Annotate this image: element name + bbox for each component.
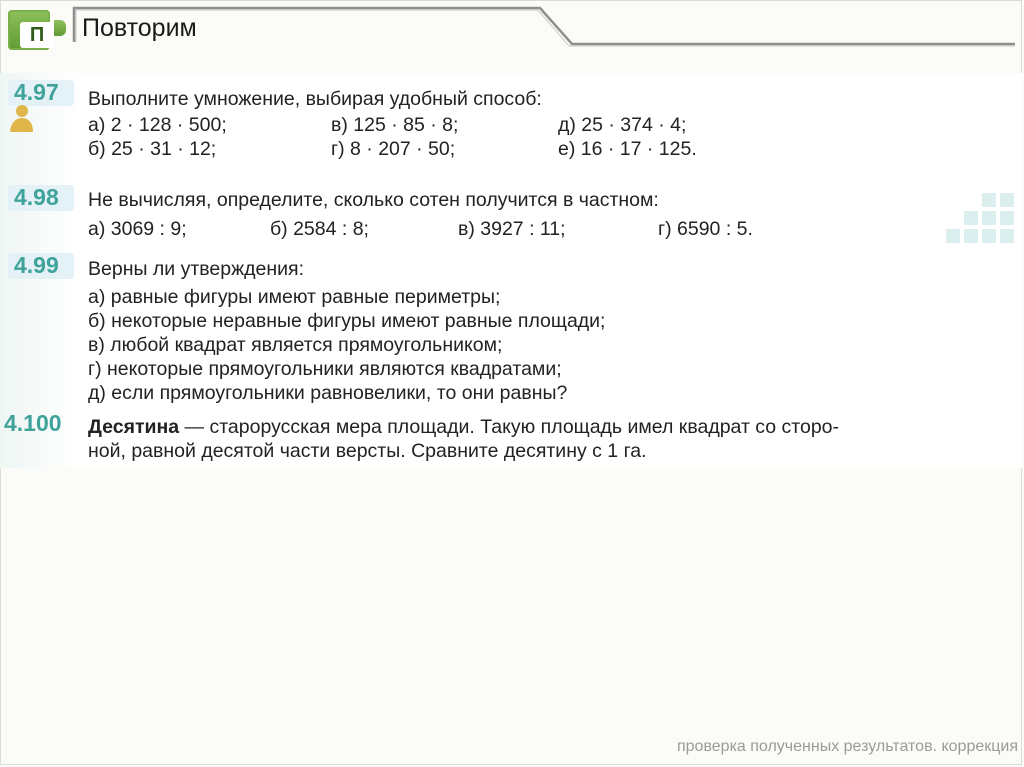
puzzle-icon xyxy=(8,10,50,50)
person-icon xyxy=(8,103,34,133)
expression-item: г) 6590 : 5. xyxy=(658,218,753,240)
decorative-squares xyxy=(942,193,1022,253)
expression-item: е) 16 · 17 · 125. xyxy=(558,138,697,160)
task-number: 4.98 xyxy=(14,184,59,210)
puzzle-icon-letter: П xyxy=(20,22,54,48)
expression-item: в) 3927 : 11; xyxy=(458,218,566,240)
expression-item: г) 8 · 207 · 50; xyxy=(331,138,456,160)
task-number: 4.100 xyxy=(4,410,62,436)
task-text-line: ной, равной десятой части версты. Сравните десятину с 1 га. xyxy=(88,440,647,462)
header-frame-line xyxy=(72,0,1022,50)
task-number: 4.97 xyxy=(14,79,59,105)
expression-item: б) 2584 : 8; xyxy=(270,218,369,240)
puzzle-tab-shape xyxy=(54,20,66,36)
statement-item: д) если прямоугольники равновелики, то они равны? xyxy=(88,382,568,404)
statement-item: в) любой квадрат является прямоугольником; xyxy=(88,334,503,356)
term-highlight: Десятина xyxy=(88,416,180,438)
expression-item: а) 2 · 128 · 500; xyxy=(88,114,227,136)
expression-item: б) 25 · 31 · 12; xyxy=(88,138,217,160)
page-title: Повторим xyxy=(82,14,197,42)
term-definition: — старорусская мера площади. Такую площадь имел квадрат со сторо- xyxy=(179,416,840,438)
expression-item: в) 125 · 85 · 8; xyxy=(331,114,459,136)
footer-note: проверка полученных результатов. коррекция xyxy=(676,738,1018,755)
statement-item: г) некоторые прямоугольники являются квадратами; xyxy=(88,358,562,380)
task-prompt: Верны ли утверждения: xyxy=(88,258,305,280)
task-text-line xyxy=(88,415,839,439)
task-number: 4.99 xyxy=(14,252,59,278)
expression-item: д) 25 · 374 · 4; xyxy=(558,114,687,136)
task-prompt: Не вычисляя, определите, сколько сотен получится в частном: xyxy=(88,189,659,211)
statement-item: б) некоторые неравные фигуры имеют равные площади; xyxy=(88,310,606,332)
task-prompt: Выполните умножение, выбирая удобный способ: xyxy=(88,88,542,110)
statement-item: а) равные фигуры имеют равные периметры; xyxy=(88,286,501,308)
expression-item: а) 3069 : 9; xyxy=(88,218,187,240)
